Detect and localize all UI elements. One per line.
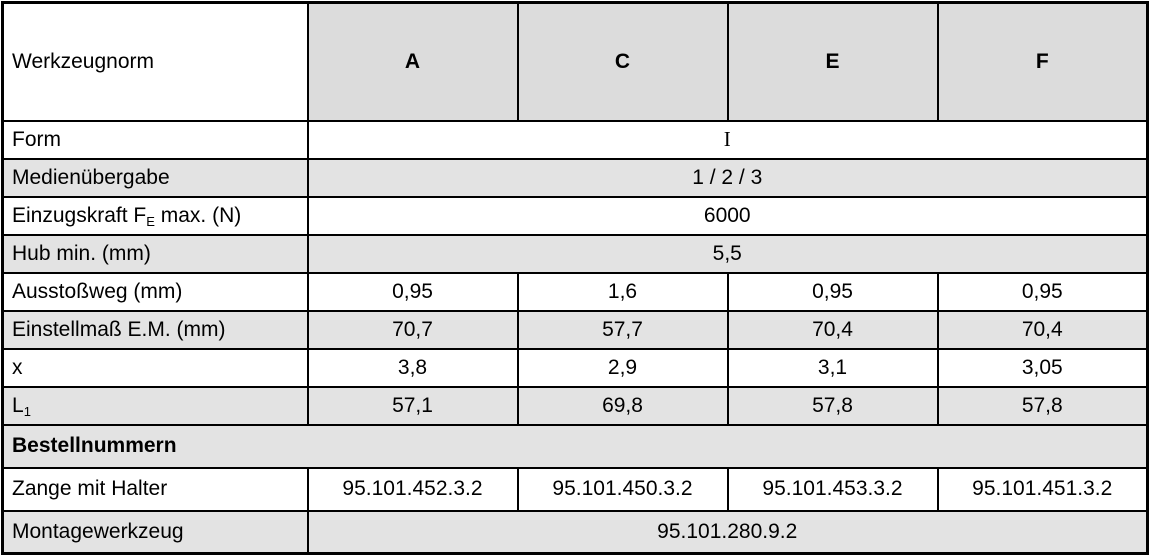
row-label-hub-min: Hub min. (mm) — [3, 235, 308, 273]
table-row — [3, 387, 1148, 425]
x-value-a: 3,8 — [308, 349, 518, 387]
ausstossweg-value-e: 0,95 — [728, 273, 938, 311]
l1-label-prefix: L — [12, 393, 24, 417]
row-label-zange-mit-halter: Zange mit Halter — [3, 468, 308, 511]
table-row — [3, 159, 1148, 197]
row-label-montagewerkzeug: Montagewerkzeug — [3, 511, 308, 554]
zange-order-number-a: 95.101.452.3.2 — [308, 468, 518, 511]
table-row — [3, 121, 1148, 159]
table-row — [3, 468, 1148, 511]
l1-label-sub: 1 — [23, 403, 31, 419]
einzugskraft-label-suffix: max. (N) — [154, 203, 242, 227]
row-label-ausstossweg: Ausstoßweg (mm) — [3, 273, 308, 311]
ausstossweg-value-c: 1,6 — [518, 273, 728, 311]
header-label-cell: Werkzeugnorm — [3, 3, 308, 121]
einstellmass-value-f: 70,4 — [938, 311, 1148, 349]
spec-table-container — [0, 1, 1149, 552]
table-row — [3, 197, 1148, 235]
l1-value-a: 57,1 — [308, 387, 518, 425]
x-value-c: 2,9 — [518, 349, 728, 387]
x-value-f: 3,05 — [938, 349, 1148, 387]
table-row — [3, 511, 1148, 554]
row-value-hub-min: 5,5 — [308, 235, 1148, 273]
l1-value-c: 69,8 — [518, 387, 728, 425]
zange-order-number-e: 95.101.453.3.2 — [728, 468, 938, 511]
row-label-einzugskraft — [3, 197, 308, 235]
section-header-row — [3, 425, 1148, 468]
section-title-bestellnummern: Bestellnummern — [3, 425, 1148, 468]
table-row — [3, 273, 1148, 311]
zange-order-number-f: 95.101.451.3.2 — [938, 468, 1148, 511]
ausstossweg-value-a: 0,95 — [308, 273, 518, 311]
x-value-e: 3,1 — [728, 349, 938, 387]
einstellmass-value-e: 70,4 — [728, 311, 938, 349]
row-label-x: x — [3, 349, 308, 387]
einstellmass-value-a: 70,7 — [308, 311, 518, 349]
row-value-form — [308, 121, 1148, 159]
l1-value-e: 57,8 — [728, 387, 938, 425]
header-variant-a: A — [308, 3, 518, 121]
row-label-form: Form — [3, 121, 308, 159]
l1-value-f: 57,8 — [938, 387, 1148, 425]
zange-order-number-c: 95.101.450.3.2 — [518, 468, 728, 511]
header-row — [3, 3, 1148, 121]
tool-specification-table — [1, 1, 1149, 555]
table-row — [3, 349, 1148, 387]
row-label-l1 — [3, 387, 308, 425]
row-value-einzugskraft: 6000 — [308, 197, 1148, 235]
header-variant-f: F — [938, 3, 1148, 121]
row-value-medienuebergabe: 1 / 2 / 3 — [308, 159, 1148, 197]
einzugskraft-label-prefix: Einzugskraft F — [12, 203, 147, 227]
montagewerkzeug-order-number: 95.101.280.9.2 — [308, 511, 1148, 554]
table-row — [3, 311, 1148, 349]
einzugskraft-label-sub: E — [146, 213, 155, 229]
ausstossweg-value-f: 0,95 — [938, 273, 1148, 311]
einstellmass-value-c: 57,7 — [518, 311, 728, 349]
row-label-einstellmass: Einstellmaß E.M. (mm) — [3, 311, 308, 349]
header-variant-c: C — [518, 3, 728, 121]
form-value-text: I — [723, 127, 731, 151]
header-variant-e: E — [728, 3, 938, 121]
table-row — [3, 235, 1148, 273]
row-label-medienuebergabe: Medienübergabe — [3, 159, 308, 197]
